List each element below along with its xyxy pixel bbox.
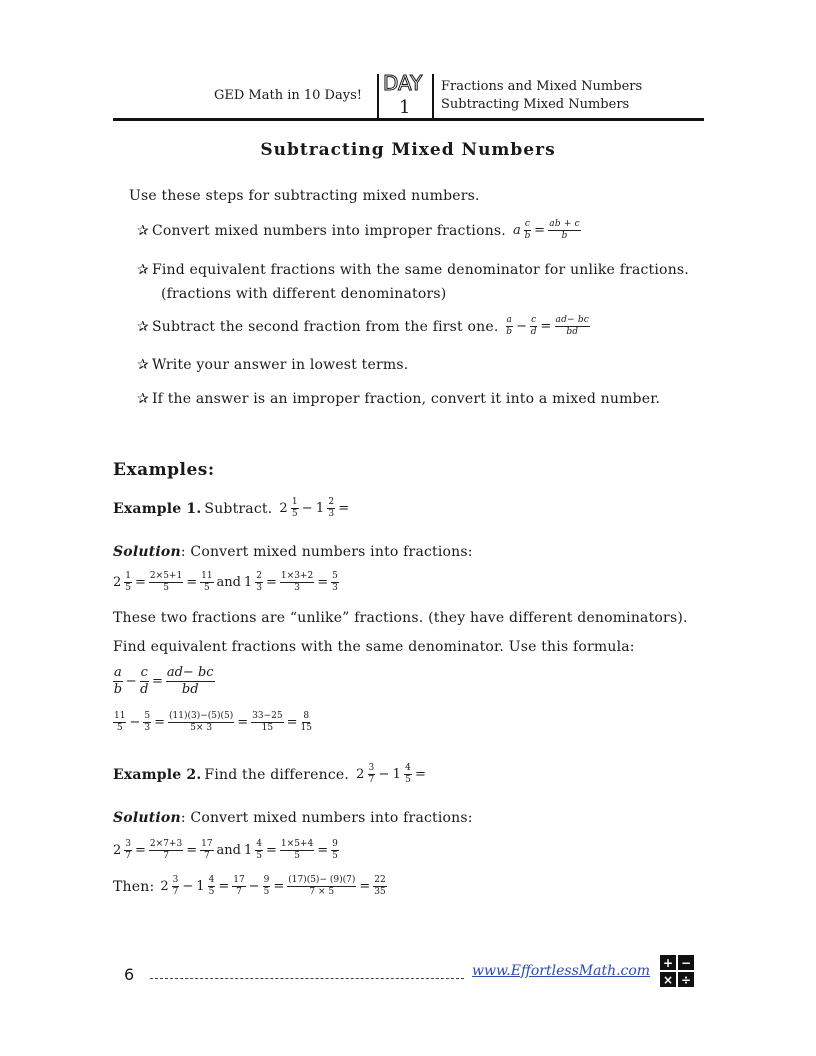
topic-line-2: Subtracting Mixed Numbers [441, 97, 630, 112]
book-title: GED Math in 10 Days! [214, 88, 362, 103]
formula-fraction-c: $\frac{c}{d}$ [530, 315, 537, 337]
example-2-solution [113, 810, 473, 826]
solution-text: : Convert mixed numbers into fractions: [180, 544, 473, 560]
header-rule [113, 118, 704, 121]
solution-label: Solution [113, 810, 181, 826]
step-text: Find equivalent fractions with the same denominator for unlike fractions. [151, 262, 689, 278]
formula-whole: a [512, 223, 521, 238]
example-1-calculation: $\frac{11}{5}$ − $\frac{5}{3}$ = $\frac{(11)(3)-(5)(5)}{5\times 3}$ = $\frac{33-25}{15}$ = $\frac{8}{15}$ [114, 711, 312, 733]
math-ops-logo-icon: + − × ÷ [660, 955, 694, 987]
star-icon: ✰ [137, 318, 149, 335]
examples-heading: Examples: [113, 460, 215, 480]
example-1-formula: $\frac{a}{b}$ − $\frac{c}{d}$ = $\frac{ad- bc}{bd}$ [113, 665, 214, 697]
step-text: If the answer is an improper fraction, convert it into a mixed number. [151, 391, 661, 407]
example-prompt: Subtract. [204, 500, 273, 517]
example-2-problem: Example 2. Find the difference. 2 $\frac{3}{7}$ − 1 $\frac{4}{5}$ = [113, 763, 427, 785]
solution-text: : Convert mixed numbers into fractions: [180, 810, 473, 826]
header-divider-right [432, 74, 434, 120]
then-label: Then: [113, 878, 155, 895]
star-icon: ✰ [137, 222, 149, 239]
topic-line-1: Fractions and Mixed Numbers [441, 79, 643, 94]
example-1-conversion: 2 $\frac{1}{5}$ = $\frac{2\times 5+1}{5}$ = $\frac{11}{5}$ and 1 $\frac{2}{3}$ = $\frac{1\times 3+2}{3}$ = $\frac{5}{3}$ [113, 571, 338, 593]
star-icon: ✰ [137, 391, 149, 407]
step-2-note: (fractions with different denominators) [161, 286, 447, 302]
unlike-line: These two fractions are “unlike” fractions. (they have different denominators). [113, 610, 688, 626]
find-line: Find equivalent fractions with the same denominator. Use this formula: [113, 639, 635, 655]
page-number: 6 [124, 965, 135, 984]
example-2-conversion: 2 $\frac{3}{7}$ = $\frac{2\times 7+3}{7}$ = $\frac{17}{7}$ and 1 $\frac{4}{5}$ = $\frac{1\times 5+4}{5}$ = $\frac{9}{5}$ [113, 839, 338, 861]
example-label: Example 2. [113, 766, 202, 783]
star-icon: ✰ [137, 357, 149, 373]
step-2 [137, 262, 689, 278]
formula-result: $\frac{ad- bc}{bd}$ [555, 315, 590, 337]
step-4 [137, 357, 408, 373]
formula-fraction-a: $\frac{a}{b}$ [506, 315, 513, 337]
step-5 [137, 391, 660, 407]
formula-result: $\frac{ab + c}{b}$ [549, 219, 580, 241]
day-label: DAY [383, 71, 423, 95]
step-text: Convert mixed numbers into improper fractions. [151, 222, 506, 239]
example-2-then: Then: 2 $\frac{3}{7}$ − 1 $\frac{4}{5}$ = $\frac{17}{7}$ − $\frac{9}{5}$ = $\frac{(17)(5)- (9)(7)}{7 \times 5}$ = $\frac{22}{35}$ [113, 875, 386, 897]
example-label: Example 1. [113, 500, 202, 517]
step-1: ✰ Convert mixed numbers into improper fractions. a $\frac{c}{b}$ = $\frac{ab + c}{b}$ [137, 219, 580, 241]
step-text: Subtract the second fraction from the first one. [151, 318, 499, 335]
intro-text: Use these steps for subtracting mixed numbers. [129, 188, 480, 204]
example-prompt: Find the difference. [204, 766, 350, 783]
page-title: Subtracting Mixed Numbers [260, 140, 556, 160]
header-divider-left [377, 74, 379, 120]
formula-fraction: $\frac{c}{b}$ [524, 219, 531, 241]
footer-rule [150, 978, 464, 979]
day-number: 1 [399, 97, 411, 118]
step-text: Write your answer in lowest terms. [151, 357, 409, 373]
example-1-problem: Example 1. Subtract. 2 $\frac{1}{5}$ − 1 $\frac{2}{3}$ = [113, 497, 350, 519]
star-icon: ✰ [137, 262, 149, 278]
step-3: ✰ Subtract the second fraction from the first one. $\frac{a}{b}$ − $\frac{c}{d}$ = $\frac{ad- bc}{bd}$ [137, 315, 590, 337]
example-1-solution [113, 544, 473, 560]
website-link[interactable]: www.EffortlessMath.com [472, 963, 651, 979]
solution-label: Solution [113, 544, 181, 560]
